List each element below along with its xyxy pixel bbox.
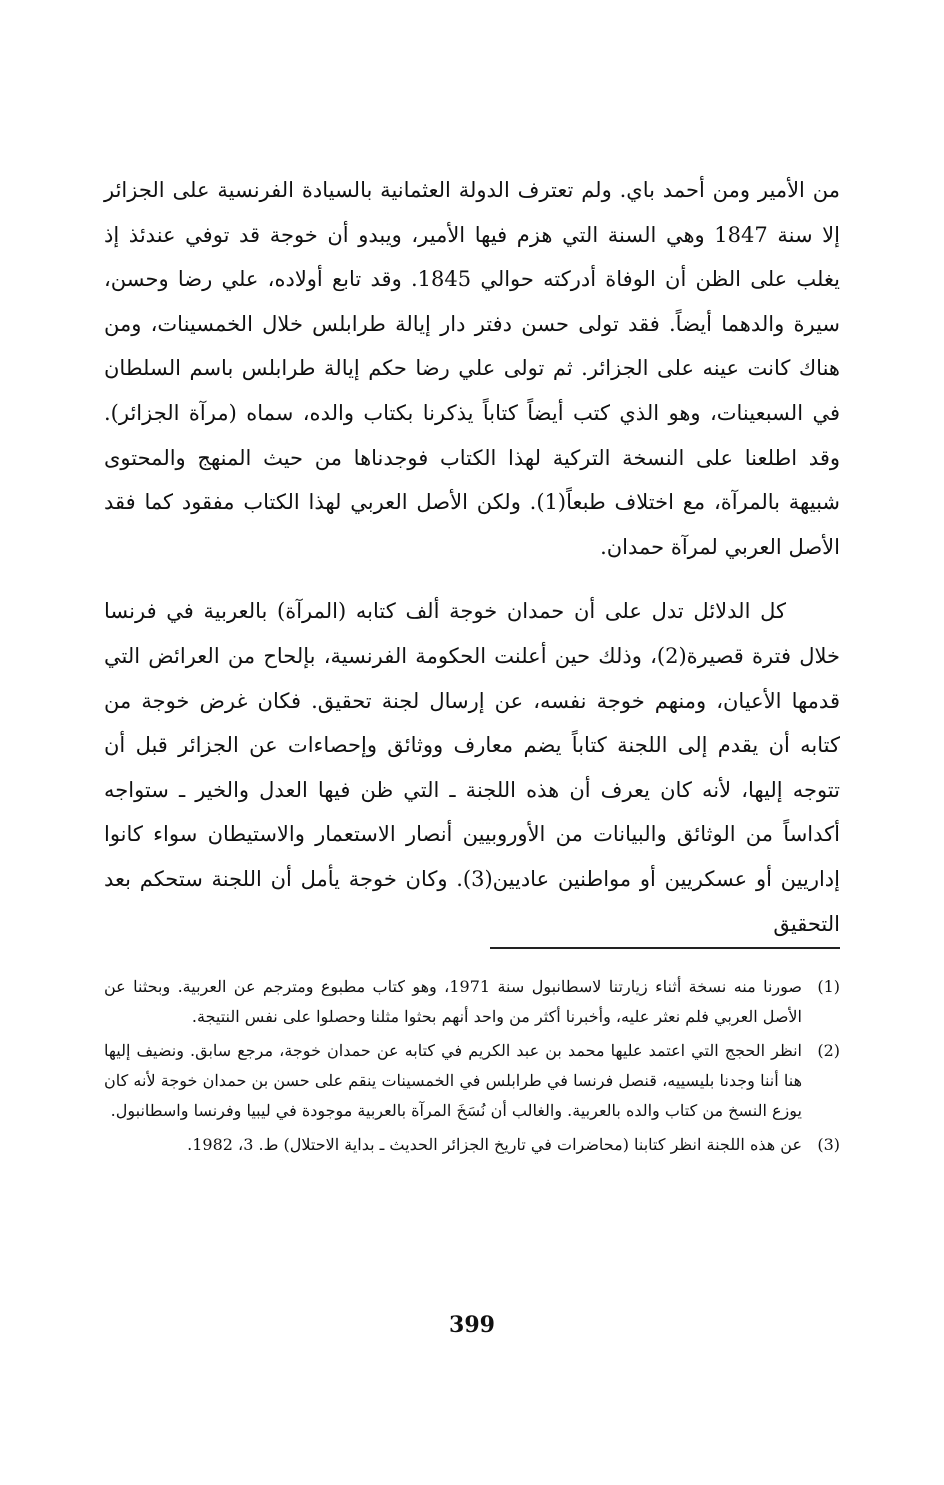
paragraph-2: كل الدلائل تدل على أن حمدان خوجة ألف كتابه (المرآة) بالعربية في فرنسا خلال فترة قصيرة(2)، وذلك حين أعلنت الحكومة الفرنسية، بإلحاح من العرائض التي قدمها الأعيان، ومنهم خوجة نفسه، عن إرسال لجنة تحقيق. فكان غرض خوجة من كتابه أن يقدم إلى اللجنة كتاباً يضم معارف ووثائق وإحصاءات عن الجزائر قبل أن تتوجه إليها، لأنه كان يعرف أن هذه اللجنة ـ التي ظن فيها العدل والخير ـ ستواجه أكداساً من الوثائق والبيانات من الأوروبيين أنصار الاستعمار والاستيطان سواء كانوا إداريين أو عسكريين أو مواطنين عاديين(3). وكان خوجة يأمل أن اللجنة ستحكم بعد التحقيق bbox=[104, 599, 840, 936]
footnote-text: صورنا منه نسخة أثناء زيارتنا لاسطانبول سنة 1971، وهو كتاب مطبوع ومترجم عن العربية. وبحثنا عن الأصل العربي فلم نعثر عليه، وأخبرنا أكثر من واحد أنهم بحثوا مثلنا وحصلوا على نفس النتيجة. bbox=[104, 977, 803, 1026]
footnote-separator bbox=[490, 947, 840, 949]
footnote-1 bbox=[104, 972, 840, 1032]
paragraph-1: من الأمير ومن أحمد باي. ولم تعترف الدولة العثمانية بالسيادة الفرنسية على الجزائر إلا سنة 1847 وهي السنة التي هزم فيها الأمير، ويبدو أن خوجة قد توفي عندئذ إذ يغلب على الظن أن الوفاة أدركته حوالي 1845. وقد تابع أولاده، علي رضا وحسن، سيرة والدهما أيضاً. فقد تولى حسن دفتر دار إيالة طرابلس خلال الخمسينات، ومن هناك كانت عينه على الجزائر. ثم تولى علي رضا حكم إيالة طرابلس باسم السلطان في السبعينات، وهو الذي كتب أيضاً كتاباً يذكرنا بكتاب والده، سماه (مرآة الجزائر). وقد اطلعنا على النسخة التركية لهذا الكتاب فوجدناها من حيث المنهج والمحتوى شبيهة بالمرآة، مع اختلاف طبعاً(1). ولكن الأصل العربي لهذا الكتاب مفقود كما فقد الأصل العربي لمرآة حمدان. bbox=[104, 178, 840, 559]
footnote-3 bbox=[104, 1130, 840, 1160]
page-number: 399 bbox=[449, 1312, 495, 1338]
footnote-number: (1) bbox=[817, 977, 840, 996]
footnote-text: عن هذه اللجنة انظر كتابنا (محاضرات في تاريخ الجزائر الحديث ـ بداية الاحتلال) ط. 3، 1982. bbox=[187, 1135, 802, 1154]
footnote-text: انظر الحجج التي اعتمد عليها محمد بن عبد الكريم في كتابه عن حمدان خوجة، مرجع سابق. ونضيف إليها هنا أننا وجدنا بليسييه، قنصل فرنسا في طرابلس في الخمسينات ينقم على حسن بن حمدان خوجة لأنه كان يوزع النسخ من كتاب والده بالعربية. والغالب أن نُسَخَ المرآة بالعربية موجودة في ليبيا وفرنسا واسطانبول. bbox=[104, 1041, 803, 1120]
main-text bbox=[104, 168, 840, 946]
footnote-number: (2) bbox=[817, 1041, 840, 1060]
footnotes bbox=[104, 972, 840, 1164]
footnote-number: (3) bbox=[817, 1135, 840, 1154]
footnote-2 bbox=[104, 1036, 840, 1126]
